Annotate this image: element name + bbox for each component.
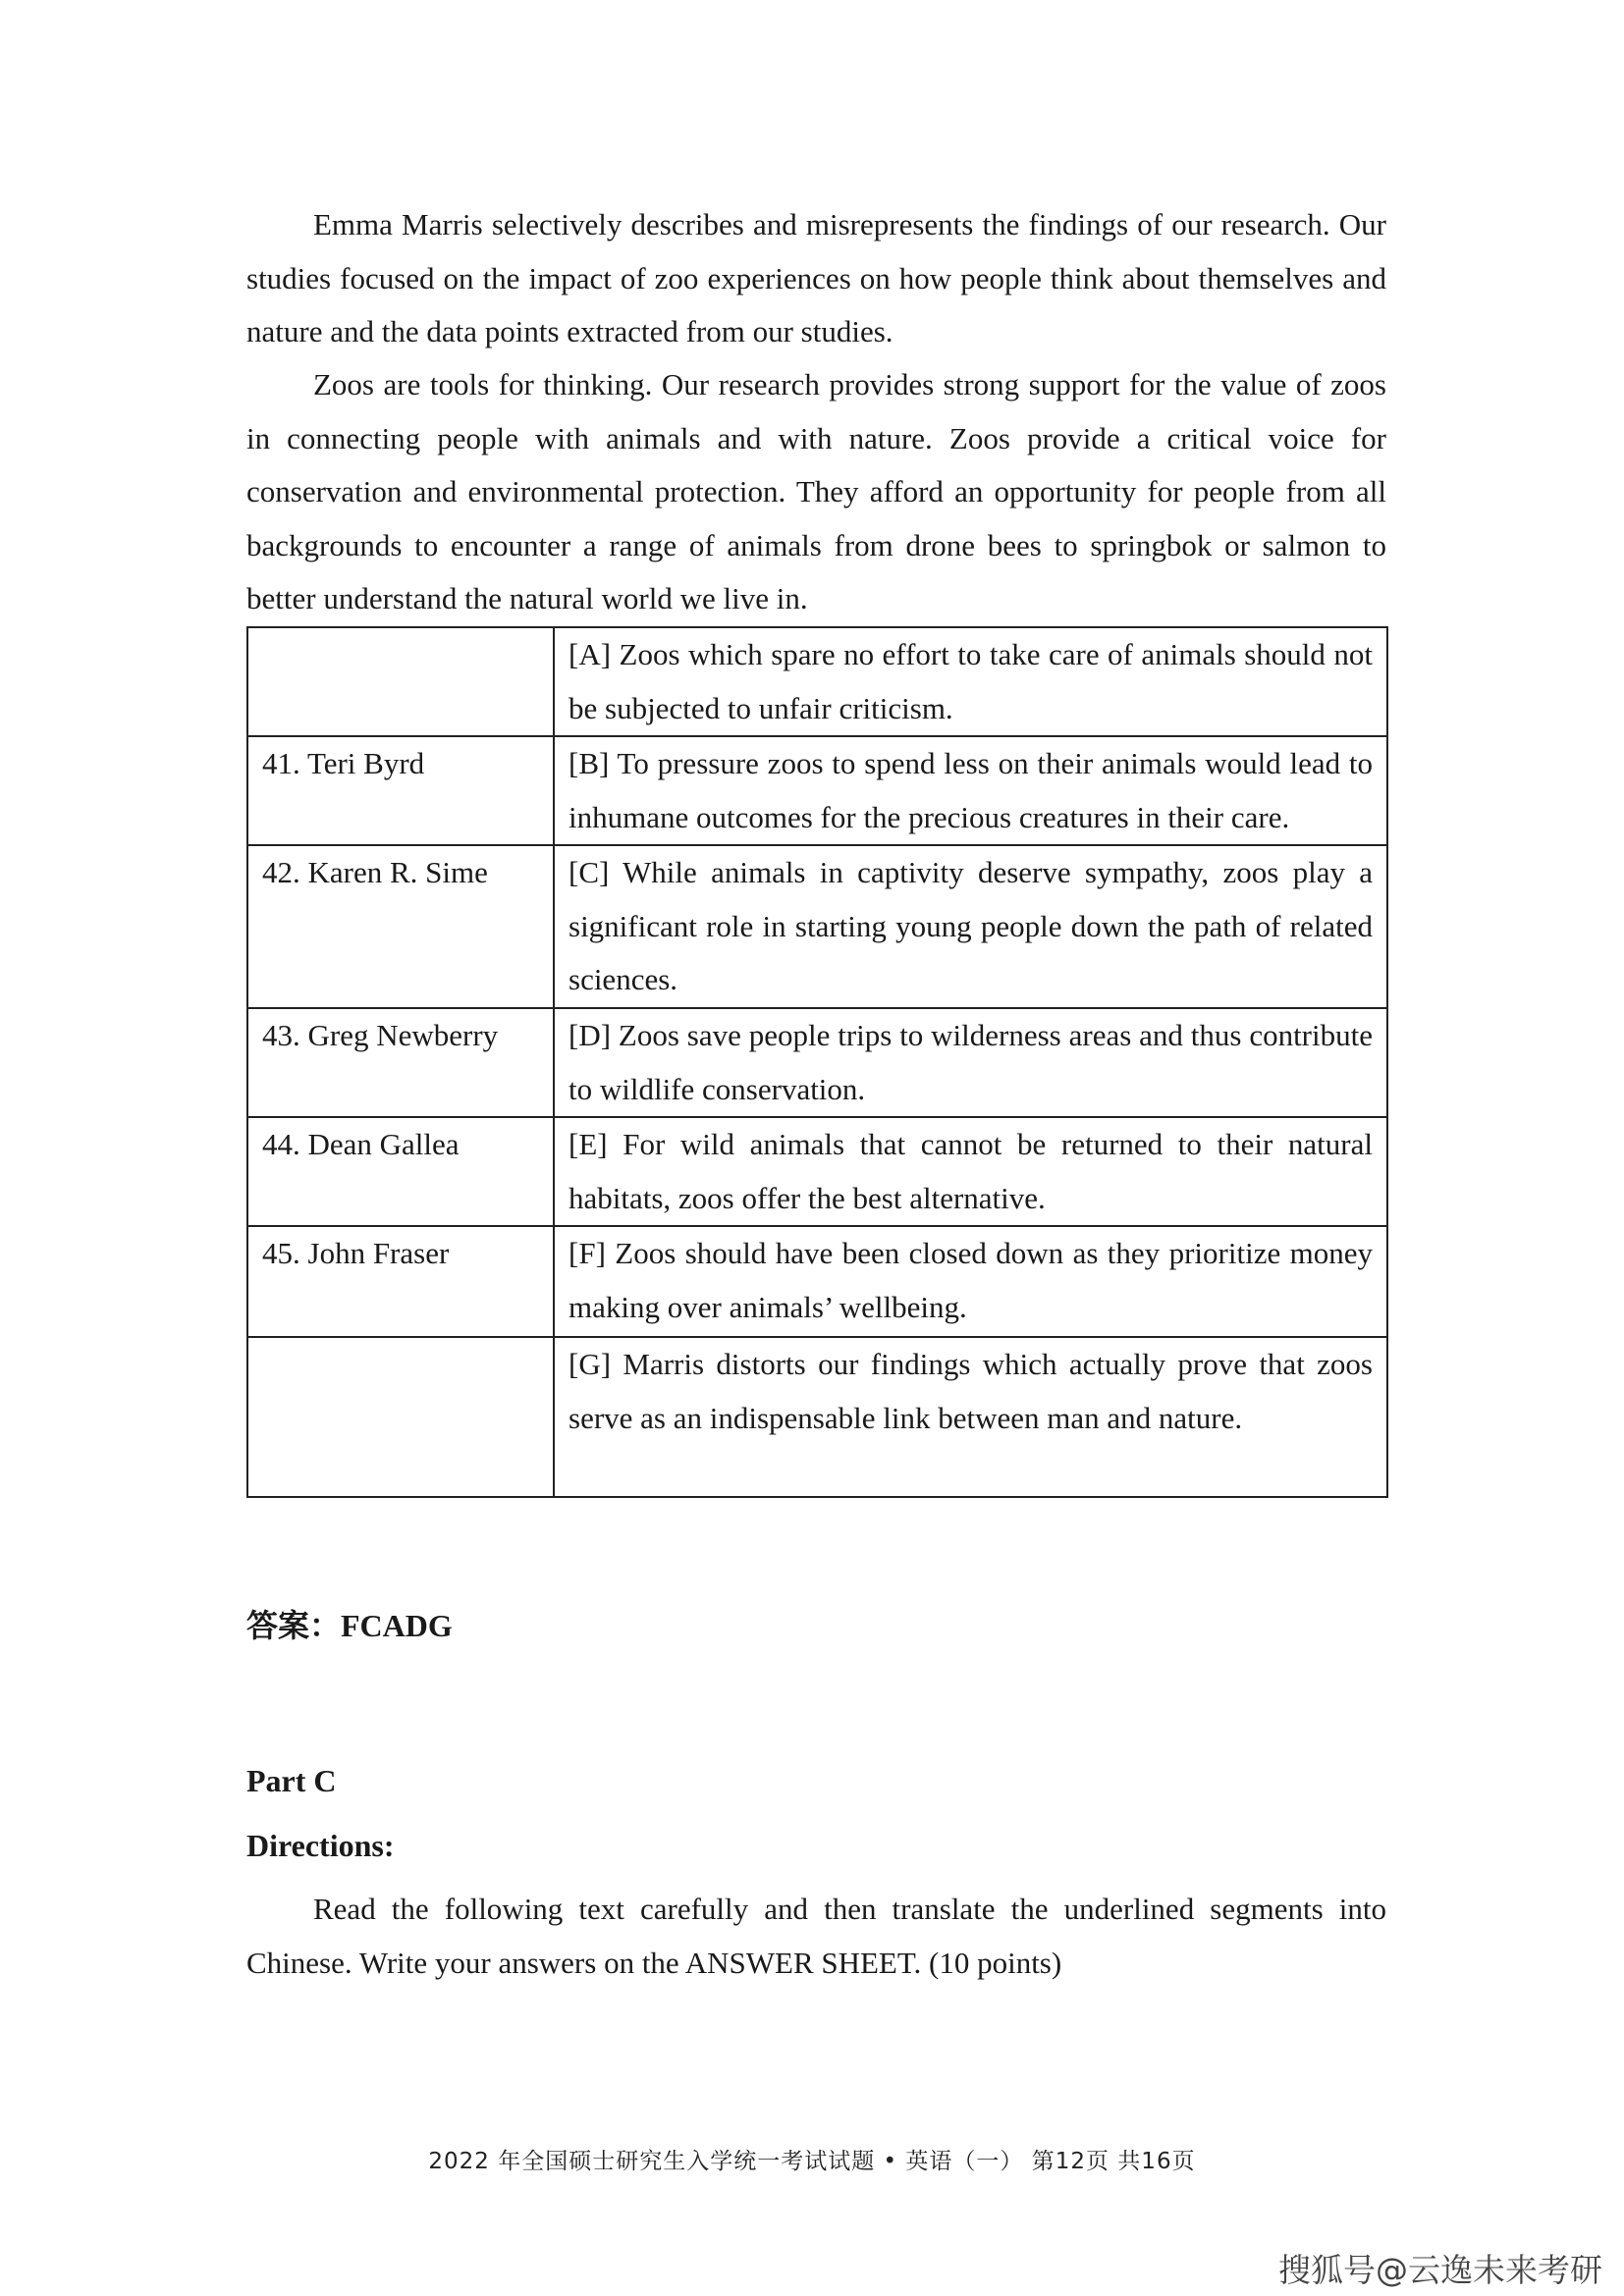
- table-row: [247, 845, 1387, 1008]
- option-cell: [D] Zoos save people trips to wilderness areas and thus contribute to wildlife conservation.: [554, 1008, 1387, 1117]
- option-cell: [F] Zoos should have been closed down as they prioritize money making over animals’ wellbeing.: [554, 1226, 1387, 1337]
- person-cell: [247, 627, 554, 736]
- answer-key: 答案：FCADG: [246, 1608, 453, 1643]
- directions-text: Read the following text carefully and then translate the underlined segments into Chinese. Write your answers on the ANSWER SHEET. (10 points): [246, 1892, 1386, 1980]
- person-cell: 44. Dean Gallea: [247, 1117, 554, 1226]
- table-row: [247, 736, 1387, 845]
- option-cell: [A] Zoos which spare no effort to take care of animals should not be subjected to unfair criticism.: [554, 627, 1387, 736]
- person-cell: 45. John Fraser: [247, 1226, 554, 1337]
- paragraph-1: Emma Marris selectively describes and misrepresents the findings of our research. Our studies focused on the impact of zoo experiences on how people think about themselves and nature and the data points extracted from our studies.: [246, 207, 1386, 348]
- person-cell: 43. Greg Newberry: [247, 1008, 554, 1117]
- person-cell: [247, 1337, 554, 1497]
- watermark: 搜狐号@云逸未来考研: [1278, 2251, 1602, 2289]
- table-row: [247, 1117, 1387, 1226]
- option-cell: [C] While animals in captivity deserve sympathy, zoos play a significant role in starting young people down the path of related sciences.: [554, 845, 1387, 1008]
- person-cell: 41. Teri Byrd: [247, 736, 554, 845]
- paragraph-2: Zoos are tools for thinking. Our research provides strong support for the value of zoos in connecting people with animals and with nature. Zoos provide a critical voice for conservation and environmental protection. They afford an opportunity for people from all backgrounds to encounter a range of animals from drone bees to springbok or salmon to better understand the natural world we live in.: [246, 367, 1386, 615]
- option-cell: [B] To pressure zoos to spend less on their animals would lead to inhumane outcomes for the precious creatures in their care.: [554, 736, 1387, 845]
- table-row: [247, 1337, 1387, 1497]
- option-cell: [G] Marris distorts our findings which actually prove that zoos serve as an indispensable link between man and nature.: [554, 1337, 1387, 1497]
- table-row: [247, 1226, 1387, 1337]
- section-title: Part C: [246, 1763, 337, 1798]
- table-row: [247, 1008, 1387, 1117]
- option-cell: [E] For wild animals that cannot be returned to their natural habitats, zoos offer the best alternative.: [554, 1117, 1387, 1226]
- matching-table: [246, 626, 1388, 1498]
- table-row: [247, 627, 1387, 736]
- person-cell: 42. Karen R. Sime: [247, 845, 554, 1008]
- directions-label: Directions:: [246, 1828, 395, 1863]
- page-footer: 2022 年全国硕士研究生入学统一考试试题 • 英语（一） 第12页 共16页: [428, 2149, 1196, 2174]
